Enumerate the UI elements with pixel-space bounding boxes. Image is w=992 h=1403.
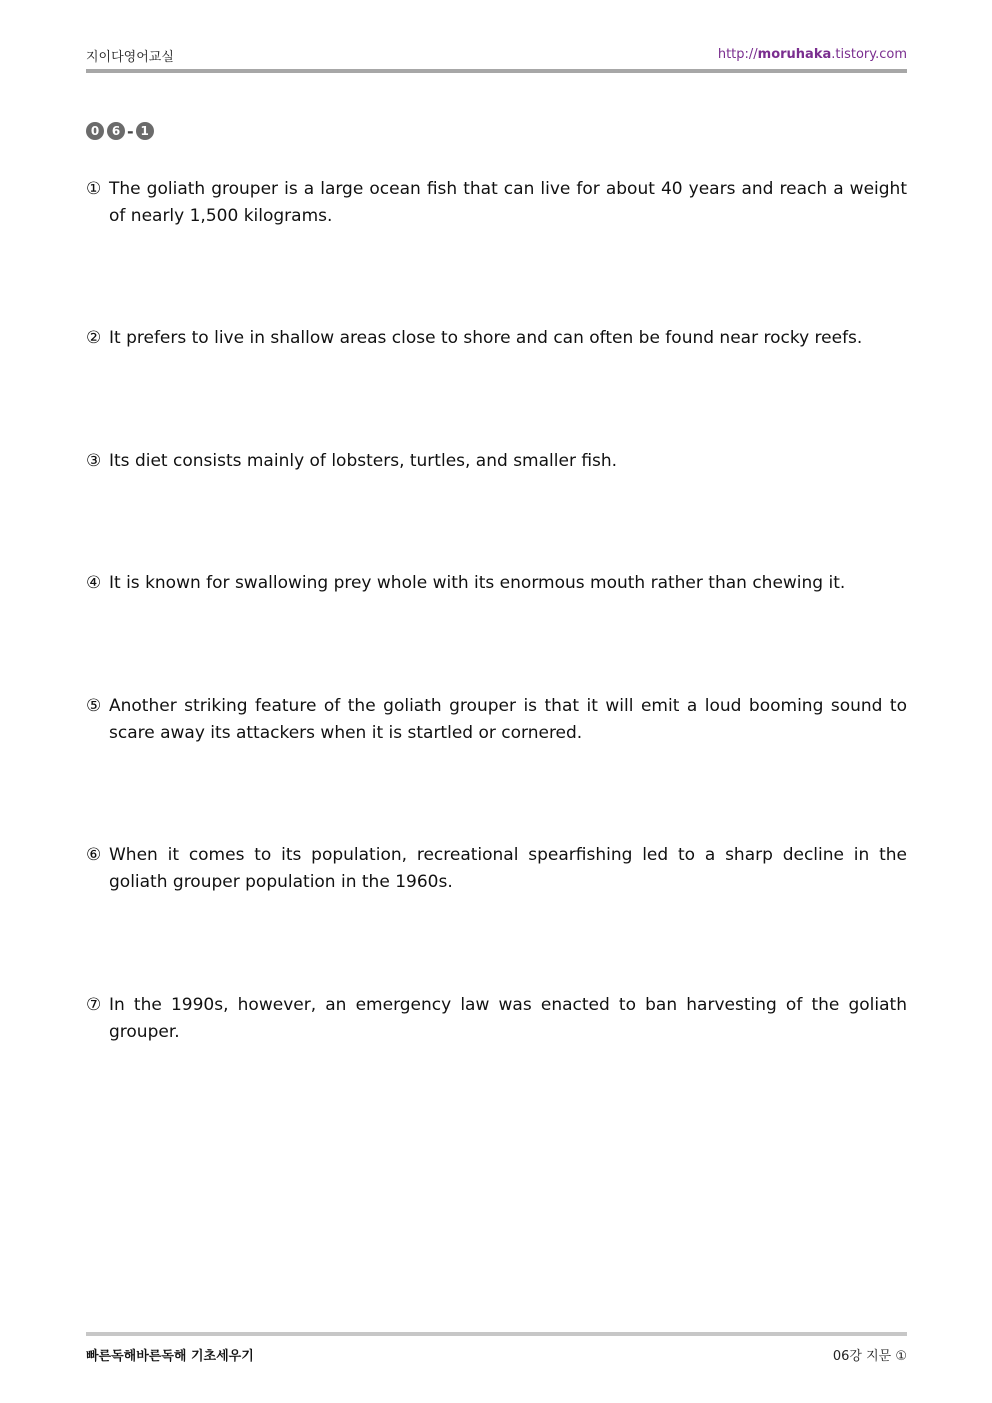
sentence-item: [86, 448, 907, 475]
header-url-link[interactable]: [718, 47, 907, 62]
sentence-number: ②: [86, 328, 102, 348]
footer-book-title: 빠른독해바른독해 기초세우기: [86, 1349, 254, 1364]
sentence-item: [86, 176, 907, 230]
header-title: 지이다영어교실: [86, 50, 174, 65]
section-digit-badge: 0: [86, 122, 104, 140]
url-prefix: http://: [717, 47, 758, 62]
footer-divider: [86, 1332, 907, 1336]
sentence-text: In the 1990s, however, an emergency law was enacted to ban harvesting of the goliath grouper.: [109, 995, 907, 1042]
sentence-number: ①: [86, 179, 102, 199]
footer-lesson-label: 06강 지문 ①: [832, 1349, 907, 1364]
sentence-item: [86, 992, 907, 1046]
sentence-number: ⑥: [86, 845, 102, 865]
sentence-text: Its diet consists mainly of lobsters, turtles, and smaller fish.: [109, 451, 618, 471]
section-digit-badge: 6: [107, 122, 125, 140]
section-number: [86, 120, 154, 142]
sentence-text: It is known for swallowing prey whole with its enormous mouth rather than chewing it.: [109, 573, 846, 593]
url-suffix: .tistory.com: [831, 47, 907, 62]
sentence-text: When it comes to its population, recreational spearfishing led to a sharp decline in the goliath grouper population in the 1960s.: [109, 845, 907, 892]
sentence-text: The goliath grouper is a large ocean fish that can live for about 40 years and reach a weight of nearly 1,500 kilograms.: [109, 179, 907, 226]
sentence-item: [86, 693, 907, 747]
header-divider: [86, 69, 907, 73]
sentence-text: It prefers to live in shallow areas close to shore and can often be found near rocky reefs.: [109, 328, 863, 348]
url-bold: moruhaka: [757, 47, 832, 62]
sentence-number: ③: [86, 451, 102, 471]
sentence-text: Another striking feature of the goliath grouper is that it will emit a loud booming sound to scare away its attackers when it is startled or cornered.: [109, 696, 907, 743]
sentence-item: [86, 570, 907, 597]
sentence-number: ④: [86, 573, 102, 593]
section-dash: -: [127, 121, 134, 141]
section-digit-badge: 1: [136, 122, 154, 140]
sentence-item: [86, 325, 907, 352]
sentence-number: ⑦: [86, 995, 102, 1015]
sentence-item: [86, 842, 907, 896]
sentence-number: ⑤: [86, 696, 102, 716]
